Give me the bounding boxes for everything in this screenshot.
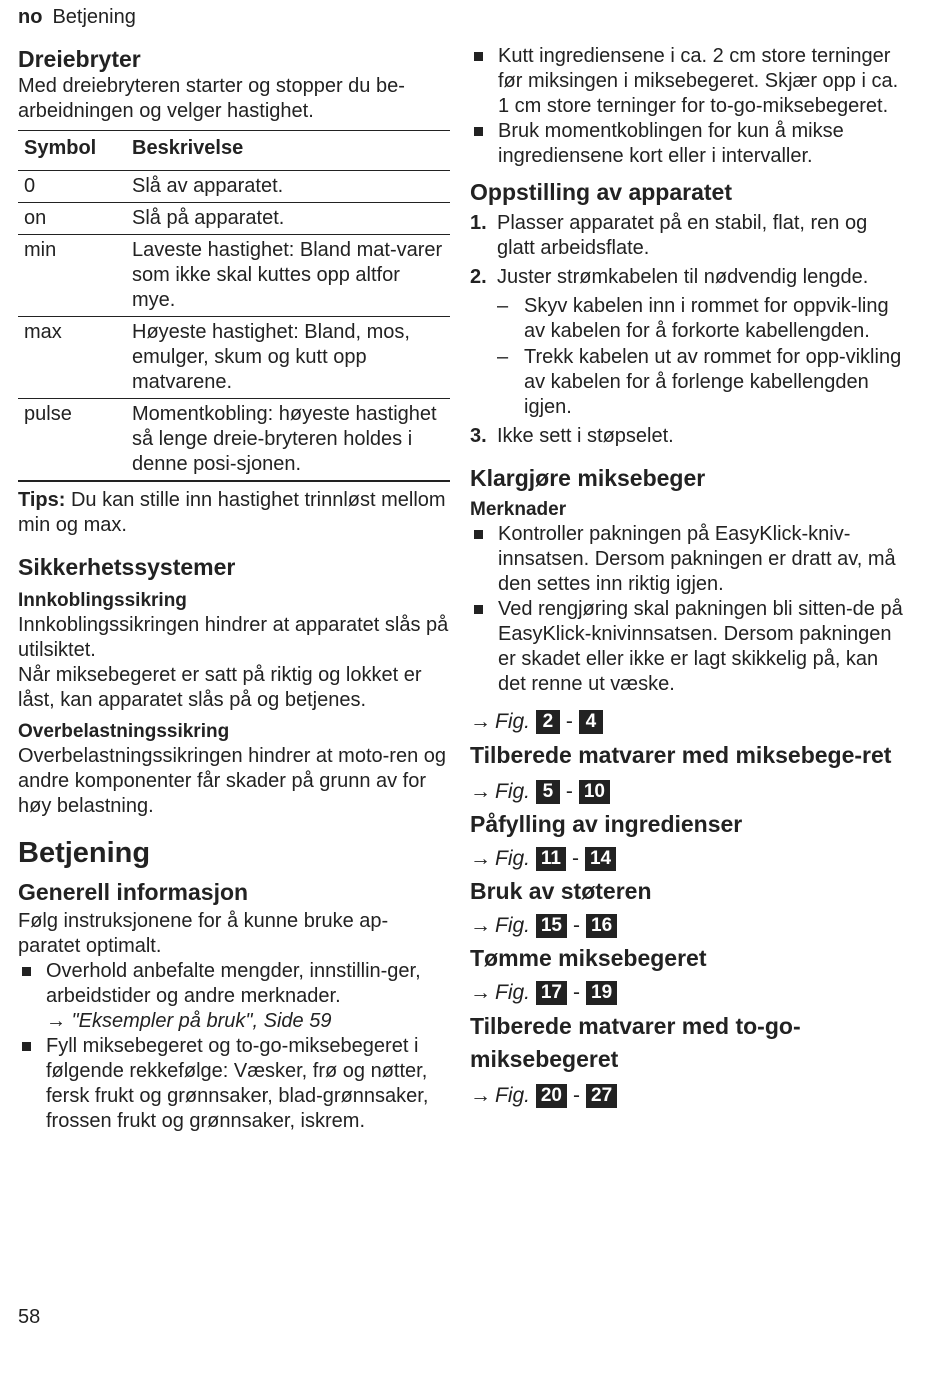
figure-number-badge: 5	[536, 780, 560, 804]
right-column	[470, 44, 910, 1113]
list-item: Ved rengjøring skal pakningen bli sitten-de på EasyKlick-knivinnsatsen. Dersom pakningen er skadet eller ikke er lagt skikkelig på, kan det renne ut væske.	[470, 597, 910, 697]
step-item	[470, 265, 910, 420]
list-item	[18, 1034, 450, 1134]
step-number: 3.	[470, 425, 487, 447]
heading-stoteren: Bruk av støteren	[470, 878, 652, 904]
arrow-icon: →	[470, 981, 491, 1004]
innkobling-paragraph-1: Innkoblingssikringen hindrer at apparatet slås på utilsiktet.	[18, 614, 449, 661]
left-column	[18, 44, 450, 1134]
step-text: Plasser apparatet på en stabil, flat, ren og glatt arbeidsflate.	[497, 212, 868, 259]
step-text: Juster strømkabelen til nødvendig lengde.	[497, 266, 869, 288]
fig-label: Fig.	[495, 981, 531, 1004]
table-row	[18, 203, 450, 235]
figure-reference[interactable]	[470, 978, 910, 1008]
tips-og: og	[50, 514, 84, 536]
generell-bullet-list	[18, 959, 450, 1134]
list-item: Bruk momentkoblingen for kun å mikse ingrediensene kort eller i intervaller.	[470, 119, 910, 169]
page-number: 58	[18, 1306, 41, 1328]
figure-reference[interactable]	[470, 707, 910, 737]
overbelastning-paragraph: Overbelastningssikringen hindrer at moto-ren og andre komponenter får skader på grunn av for høy belastning.	[18, 745, 446, 817]
description-cell: Momentkobling: høyeste hastighet så lenge dreie-bryteren holdes i denne posi-sjonen.	[126, 399, 450, 482]
heading-innkoblingssikring: Innkoblingssikring	[18, 590, 187, 611]
figure-number-badge: 14	[585, 847, 616, 871]
figure-range-separator: -	[565, 780, 573, 803]
tips-max: max	[83, 514, 122, 536]
dreiebryter-intro: Med dreiebryteren starter og stopper du be-arbeidningen og velger hastighet.	[18, 75, 405, 122]
figure-range-separator: -	[573, 914, 580, 937]
heading-betjening: Betjening	[18, 837, 151, 869]
list-item	[18, 959, 450, 1034]
step-item	[470, 211, 910, 261]
fig-label: Fig.	[495, 1084, 531, 1107]
step-number: 1.	[470, 212, 487, 234]
heading-klargjore: Klargjøre miksebeger	[470, 465, 706, 491]
description-cell: Laveste hastighet: Bland mat-varer som ikke skal kuttes opp altfor mye.	[126, 235, 450, 317]
symbol-cell: max	[18, 317, 126, 399]
merknader-list	[470, 522, 910, 697]
substep-item: – Trekk kabelen ut av rommet for opp-vikling av kabelen for å forlenge kabellengden igjen.	[497, 345, 910, 420]
figure-reference[interactable]	[470, 844, 910, 874]
figure-number-badge: 10	[579, 780, 610, 804]
arrow-icon: →	[470, 847, 491, 870]
table-row	[18, 235, 450, 317]
heading-dreiebryter: Dreiebryter	[18, 46, 141, 72]
tips-min: min	[18, 514, 51, 536]
figure-number-badge: 16	[586, 914, 617, 938]
heading-overbelastningssikring: Overbelastningssikring	[18, 721, 230, 742]
heading-sikkerhetssystemer: Sikkerhetssystemer	[18, 554, 236, 580]
figure-range-separator: -	[573, 1084, 580, 1107]
heading-oppstilling: Oppstilling av apparatet	[470, 179, 732, 205]
figure-range-separator: -	[565, 710, 573, 733]
heading-pafylling: Påfylling av ingredienser	[470, 811, 743, 837]
description-cell: Slå av apparatet.	[126, 171, 450, 203]
figure-number-badge: 15	[536, 914, 567, 938]
tips-text: Du kan stille inn hastighet trinnløst mellom	[65, 489, 446, 511]
tips-end: .	[121, 514, 127, 536]
table-header-symbol: Symbol	[18, 131, 126, 171]
bullet-text: Overhold anbefalte mengder, innstillin-ger, arbeidstider og andre merknader.	[46, 960, 421, 1007]
symbol-table	[18, 130, 450, 482]
heading-tilberede-miksebeger: Tilberede matvarer med miksebege-ret	[470, 742, 892, 768]
step-number: 2.	[470, 266, 487, 288]
figure-range-separator: -	[573, 981, 580, 1004]
step-text: Ikke sett i støpselet.	[497, 425, 674, 447]
oppstilling-steps	[470, 211, 910, 449]
innkobling-paragraph-2: Når miksebegeret er satt på riktig og lokket er låst, kan apparatet slås på og betjenes.	[18, 664, 422, 711]
step-item	[470, 424, 910, 449]
symbol-cell: on	[18, 203, 126, 235]
description-cell: Høyeste hastighet: Bland, mos, emulger, skum og kutt opp matvarene.	[126, 317, 450, 399]
arrow-icon: →	[470, 780, 491, 803]
cross-reference-link[interactable]	[46, 1010, 331, 1032]
figure-number-badge: 2	[536, 710, 560, 734]
figure-reference[interactable]	[470, 1081, 910, 1111]
substep-item: – Skyv kabelen inn i rommet for oppvik-ling av kabelen for å forkorte kabellengden.	[497, 294, 910, 344]
tips-label: Tips:	[18, 489, 66, 511]
figure-number-badge: 17	[536, 981, 567, 1005]
figure-number-badge: 19	[586, 981, 617, 1005]
table-header-description: Beskrivelse	[126, 131, 450, 171]
figure-number-badge: 27	[586, 1084, 617, 1108]
cutting-bullet-list	[470, 44, 910, 169]
list-item: Kutt ingrediensene i ca. 2 cm store terninger før miksingen i miksebegeret. Skjær opp i ca. 1 cm store terninger for to-go-miksebegeret.	[470, 44, 910, 119]
arrow-icon: →	[46, 1010, 66, 1032]
tips-paragraph	[18, 488, 450, 538]
figure-number-badge: 20	[536, 1084, 567, 1108]
heading-tilberede-to-go: Tilberede matvarer med to-go-miksebegeret	[470, 1013, 801, 1072]
page-header	[18, 6, 136, 29]
arrow-icon: →	[470, 914, 491, 937]
symbol-cell: 0	[18, 171, 126, 203]
figure-reference[interactable]	[470, 911, 910, 941]
heading-merknader: Merknader	[470, 499, 567, 520]
description-cell: Slå på apparatet.	[126, 203, 450, 235]
symbol-cell: pulse	[18, 399, 126, 482]
language-code: no	[18, 6, 43, 28]
table-row	[18, 317, 450, 399]
arrow-icon: →	[470, 710, 491, 733]
symbol-cell: min	[18, 235, 126, 317]
fig-label: Fig.	[495, 914, 531, 937]
generell-paragraph: Følg instruksjonene for å kunne bruke ap-paratet optimalt.	[18, 910, 389, 957]
figure-reference[interactable]	[470, 777, 910, 807]
table-row	[18, 171, 450, 203]
table-row	[18, 399, 450, 482]
header-section: Betjening	[52, 6, 136, 28]
cross-reference-text: "Eksempler på bruk", Side 59	[66, 1010, 332, 1032]
heading-tomme: Tømme miksebegeret	[470, 945, 707, 971]
heading-generell-informasjon: Generell informasjon	[18, 879, 249, 905]
figure-number-badge: 11	[536, 847, 566, 871]
fig-label: Fig.	[495, 847, 531, 870]
list-item: Kontroller pakningen på EasyKlick-kniv-innsatsen. Dersom pakningen er dratt av, må den settes inn riktig igjen.	[470, 522, 910, 597]
arrow-icon: →	[470, 1084, 491, 1107]
figure-number-badge: 4	[579, 710, 603, 734]
figure-range-separator: -	[571, 847, 579, 870]
fig-label: Fig.	[495, 710, 531, 733]
substep-list	[497, 294, 910, 420]
bullet-text: Fyll miksebegeret og to-go-miksebegeret i følgende rekkefølge: Væsker, frø og nøtter, fersk frukt og grønnsaker, blad-grønnsaker, frossen frukt og grønnsaker, iskrem.	[46, 1035, 429, 1132]
fig-label: Fig.	[495, 780, 531, 803]
